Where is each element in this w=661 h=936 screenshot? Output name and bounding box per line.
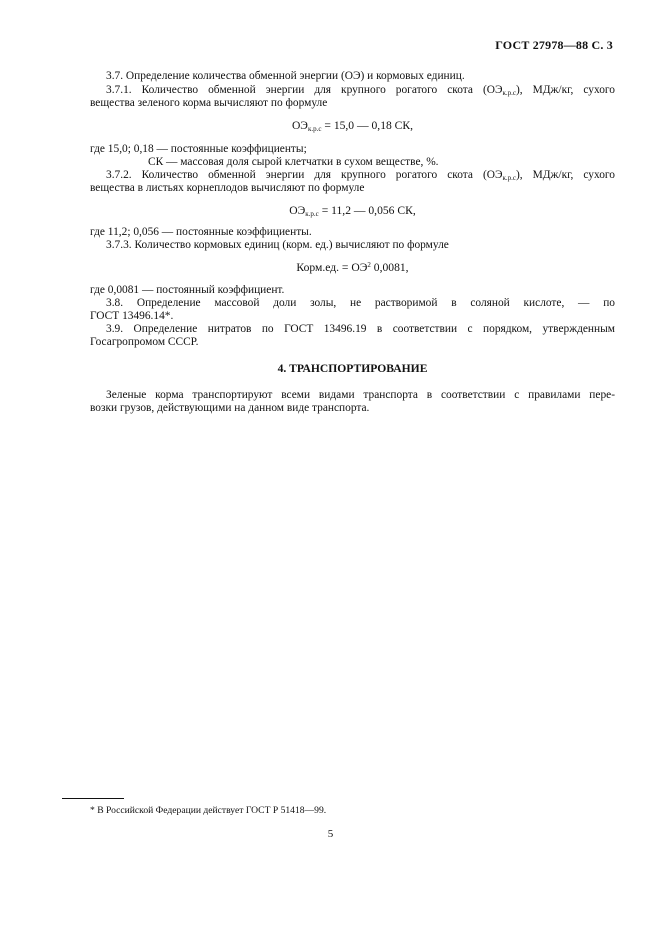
section-4-text-line1: Зеленые корма транспортируют всеми видами транспорта в соответствии с правилами пере- (106, 389, 615, 401)
page-number: 5 (327, 828, 334, 840)
para-3-8-line2: ГОСТ 13496.14*. (90, 310, 174, 322)
para-3-8-line1: 3.8. Определение массовой доли золы, не растворимой в соляной кислоте, — по (106, 297, 615, 309)
para-3-7-2-line1: 3.7.2. Количество обменной энергии для крупного рогатого скота $(ОЭ_{к.р.с})$, МДж/кг, сухого (106, 169, 616, 182)
where-3: где 0,0081 — постоянный коэффициент. (90, 284, 285, 296)
para-3-9-line1: 3.9. Определение нитратов по ГОСТ 13496.19 в соответствии с порядком, утвержденным (106, 323, 615, 335)
footnote: * В Российской Федерации действует ГОСТ Р 51418—99. (90, 805, 327, 816)
para-3-9-line2: Госагропромом СССР. (90, 336, 199, 348)
para-3-7-1-line1: 3.7.1. Количество обменной энергии для крупного рогатого скота $(ОЭ_{к.р.с})$, МДж/кг, сухого (106, 84, 616, 97)
para-3-7-1-line2: вещества зеленого корма вычисляют по формуле (90, 97, 328, 109)
formula-2: $ОЭ_{к.р.с} = 11,2$ — 0,056 СК, (289, 204, 416, 218)
running-header: ГОСТ 27978—88 С. 3 (495, 38, 613, 52)
section-3-7-title: 3.7. Определение количества обменной энергии (ОЭ) и кормовых единиц. (106, 70, 465, 82)
footnote-divider (62, 798, 124, 799)
section-4-text-line2: возки грузов, действующими на данном виде транспорта. (90, 402, 370, 414)
where-1-ck: СК — массовая доля сырой клетчатки в сухом веществе, %. (148, 156, 439, 168)
section-4-heading: 4. ТРАНСПОРТИРОВАНИЕ (277, 362, 428, 375)
where-1-coeffs: где 15,0; 0,18 — постоянные коэффициенты; (90, 143, 307, 155)
para-3-7-3: 3.7.3. Количество кормовых единиц (корм. ед.) вычисляют по формуле (106, 239, 449, 251)
para-3-7-2-line2: вещества в листьях корнеплодов вычисляют по формуле (90, 182, 365, 194)
where-2: где 11,2; 0,056 — постоянные коэффициенты. (90, 226, 312, 238)
formula-1: $ОЭ_{к.р.с} = 15,0$ — 0,18 СК, (291, 119, 414, 133)
formula-3: Корм.ед. = $ОЭ^2$ 0,0081, (296, 261, 409, 274)
